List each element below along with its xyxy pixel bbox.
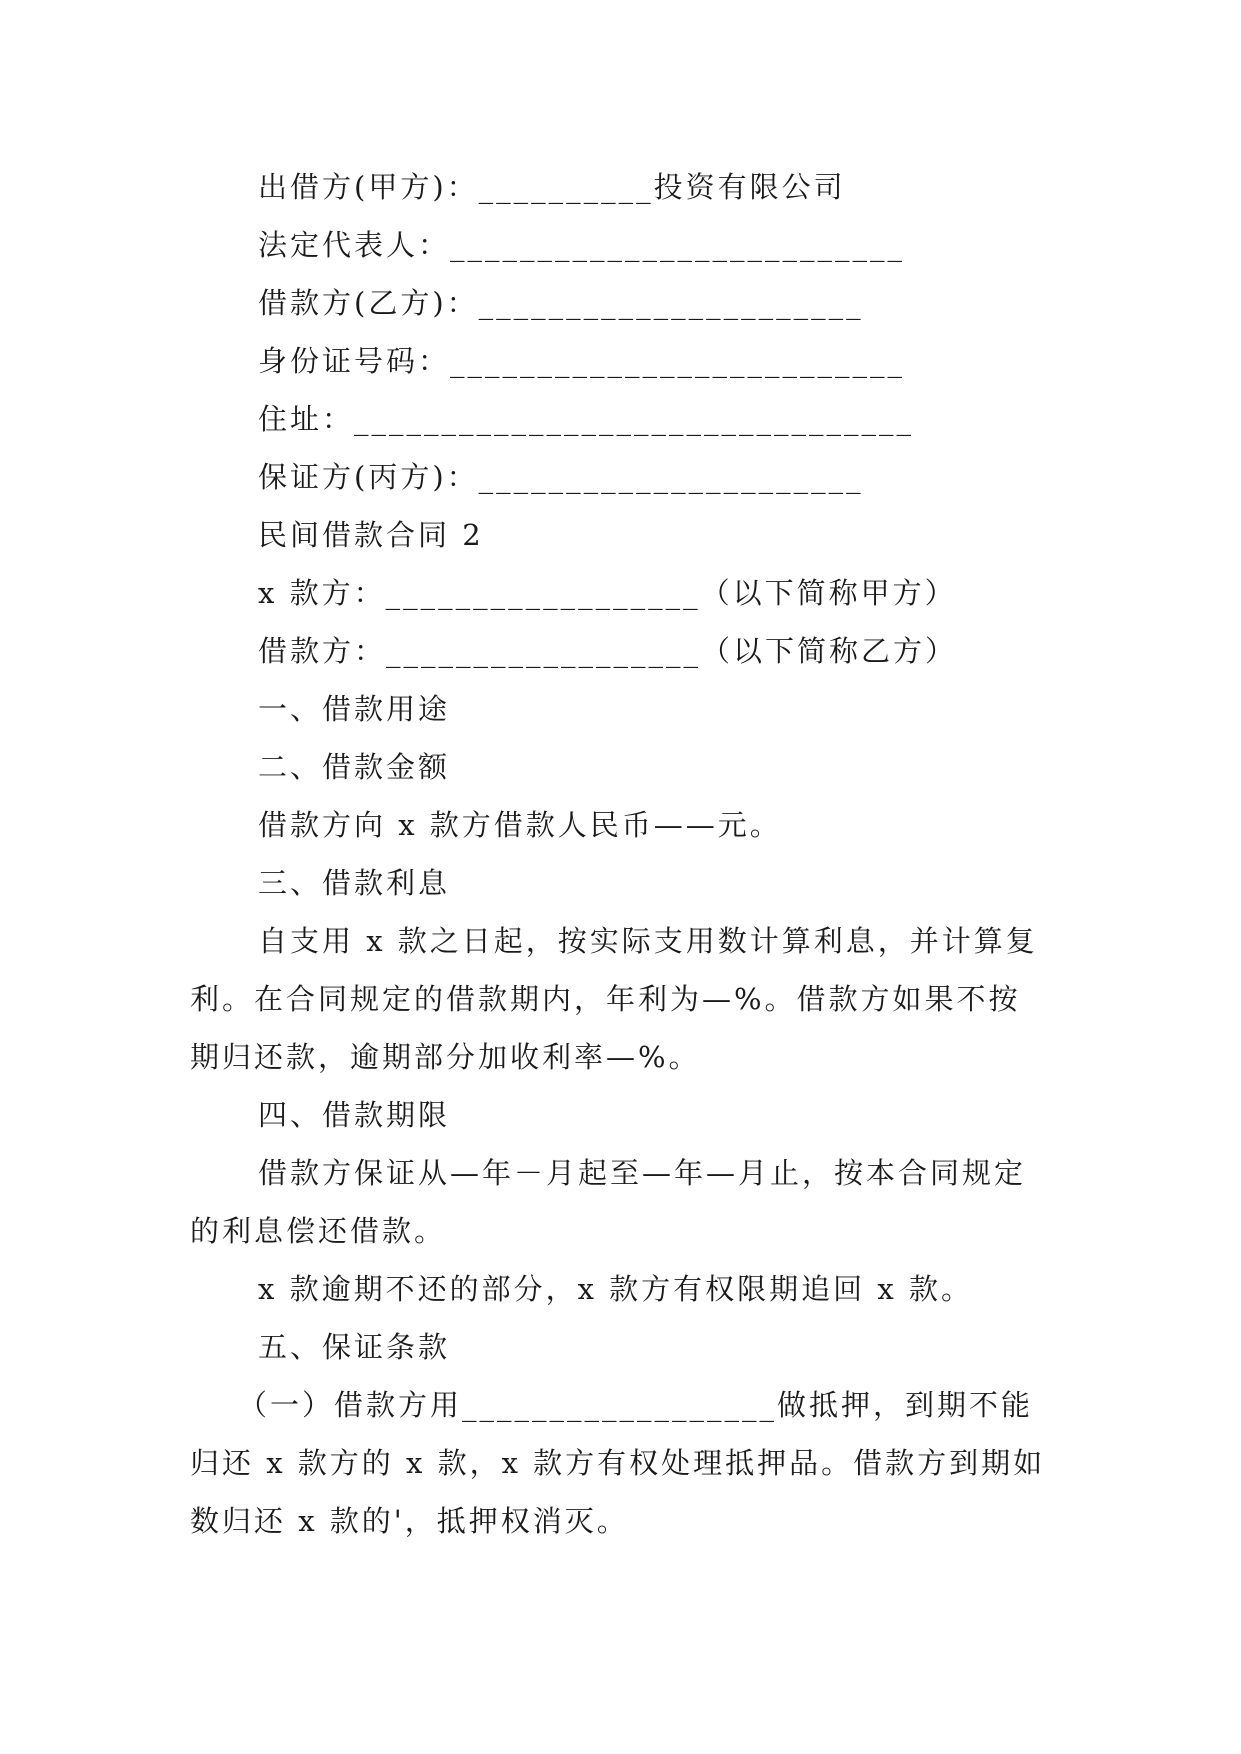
section-4-paragraph	[190, 1144, 1050, 1260]
section-3-paragraph	[190, 912, 1050, 1086]
section-3-heading: 三、借款利息	[258, 866, 451, 900]
section-3-line-2: 利。在合同规定的借款期内，年利为—%。借款方如果不按	[190, 982, 1021, 1016]
legal-representative-field: 法定代表人：__________________________	[258, 228, 906, 262]
borrower-field: 借款方(乙方)：______________________	[258, 286, 864, 320]
address-field: 住址：________________________________	[258, 402, 915, 436]
section-4-text-2: x 款逾期不还的部分，x 款方有权限期追回 x 款。	[258, 1272, 973, 1306]
lender-field: 出借方(甲方)：__________投资有限公司	[258, 170, 846, 204]
section-4-line-1: 借款方保证从—年－月起至—年—月止，按本合同规定	[258, 1156, 1027, 1190]
section-5-heading: 五、保证条款	[258, 1330, 451, 1364]
section-4-line-2: 的利息偿还借款。	[190, 1214, 447, 1248]
section-3-line-1: 自支用 x 款之日起，按实际支用数计算利息，并计算复	[258, 924, 1038, 958]
section-1-heading: 一、借款用途	[258, 692, 451, 726]
section-5-line-2: 归还 x 款方的 x 款，x 款方有权处理抵押品。借款方到期如	[190, 1446, 1046, 1480]
section-4-heading: 四、借款期限	[258, 1098, 451, 1132]
section-2-text: 借款方向 x 款方借款人民币——元。	[258, 808, 782, 842]
section-2-heading: 二、借款金额	[258, 750, 451, 784]
party-a-line: x 款方：__________________（以下简称甲方）	[258, 576, 957, 610]
section-3-line-3: 期归还款，逾期部分加收利率—%。	[190, 1040, 701, 1074]
section-5-paragraph	[190, 1376, 1050, 1550]
section-5-line-3: 数归还 x 款的'，抵押权消灭。	[190, 1504, 629, 1538]
document-body	[190, 158, 1050, 1550]
id-number-field: 身份证号码：__________________________	[258, 344, 906, 378]
section-5-line-1: （一）借款方用__________________做抵押，到期不能	[238, 1388, 1034, 1422]
contract-title: 民间借款合同 2	[258, 518, 484, 552]
party-b-line: 借款方：__________________（以下简称乙方）	[258, 634, 958, 668]
guarantor-field: 保证方(丙方)：______________________	[258, 460, 864, 494]
